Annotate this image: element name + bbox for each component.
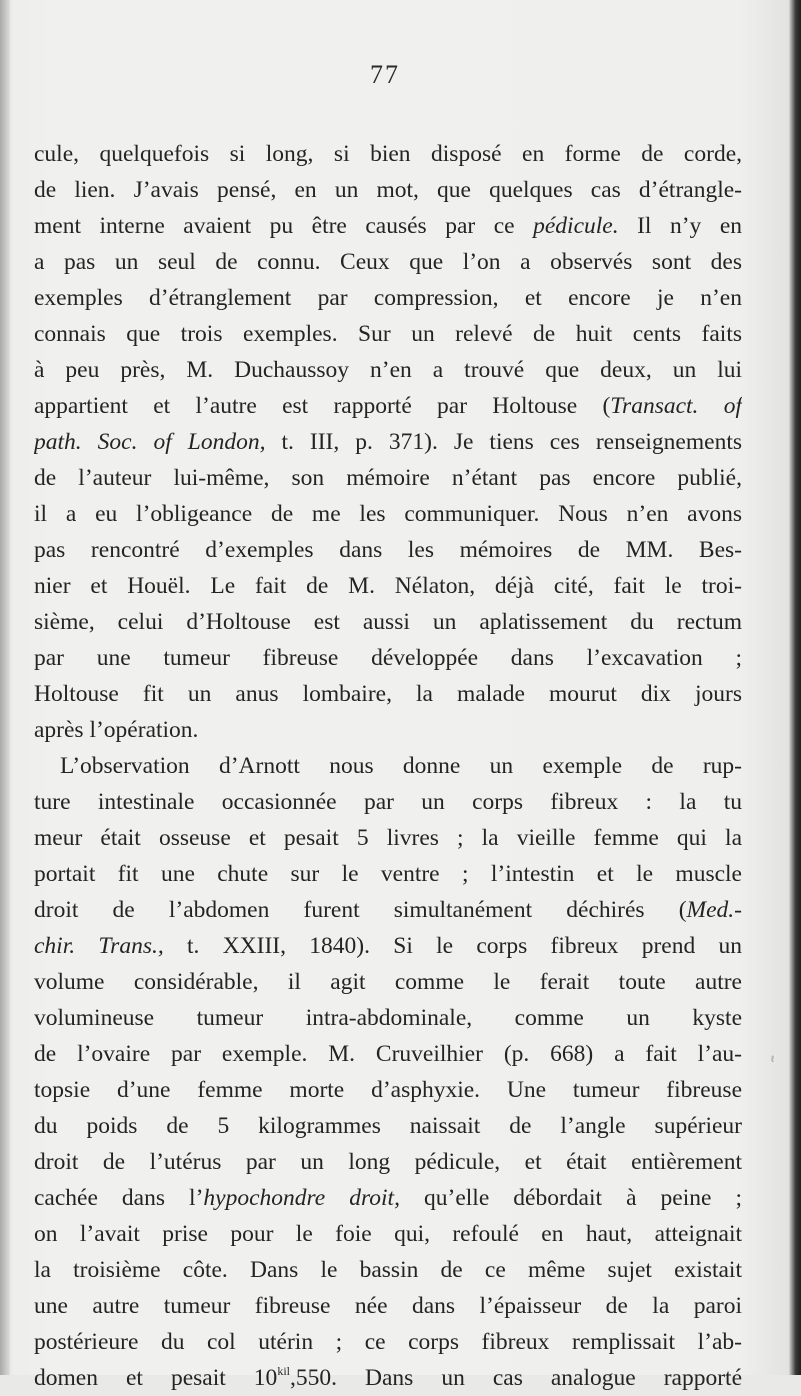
text-segment: sième, celui d’Holtouse est aussi un aplatissement du rectum bbox=[34, 609, 742, 635]
body-text bbox=[34, 136, 742, 1396]
text-segment: de l’ovaire par exemple. M. Cruveilhier (p. 668) a fait l’au- bbox=[34, 1041, 742, 1067]
text-segment: on l’avait prise pour le foie qui, refoulé en haut, atteignait bbox=[34, 1221, 742, 1247]
text-line bbox=[34, 928, 742, 964]
text-segment: appartient et l’autre est rapporté par Holtouse ( bbox=[34, 393, 611, 419]
text-line bbox=[34, 280, 742, 316]
text-segment: volumineuse tumeur intra-abdominale, comme un kyste bbox=[34, 1005, 742, 1031]
page-edge-shadow bbox=[789, 0, 801, 1375]
text-segment: à peu près, M. Duchaussoy n’en a trouvé que deux, un lui bbox=[34, 357, 742, 383]
text-line bbox=[34, 1072, 742, 1108]
text-segment: cule, quelquefois si long, si bien disposé en forme de corde, bbox=[34, 141, 742, 167]
text-segment: connais que trois exemples. Sur un relevé de huit cents faits bbox=[34, 321, 742, 347]
text-segment: de l’auteur lui-même, son mémoire n’étant pas encore publié, bbox=[34, 465, 742, 491]
text-segment: Il n’y en bbox=[618, 213, 742, 239]
text-line bbox=[34, 892, 742, 928]
text-segment: nier et Houël. Le fait de M. Nélaton, déjà cité, fait le troi- bbox=[34, 573, 742, 599]
text-segment: ,550. Dans un cas analogue rapporté bbox=[289, 1365, 742, 1391]
text-segment: t. XXIII, 1840). Si le corps fibreux prend un bbox=[163, 933, 742, 959]
text-line bbox=[34, 1288, 742, 1324]
text-segment: cachée dans l’ bbox=[34, 1185, 204, 1211]
text-line bbox=[34, 352, 742, 388]
text-line bbox=[34, 1252, 742, 1288]
text-line bbox=[34, 532, 742, 568]
text-line bbox=[34, 1108, 742, 1144]
text-segment: la troisième côte. Dans le bassin de ce même sujet existait bbox=[34, 1257, 742, 1283]
text-line bbox=[34, 496, 742, 532]
text-line bbox=[34, 1324, 742, 1360]
text-segment: droit de l’utérus par un long pédicule, et était entièrement bbox=[34, 1149, 742, 1175]
text-line bbox=[34, 136, 742, 172]
text-segment: qu’elle débordait à peine ; bbox=[399, 1185, 742, 1211]
text-line bbox=[34, 712, 742, 748]
italic-reference: Med.- bbox=[686, 897, 742, 923]
italic-reference: hypochondre droit, bbox=[203, 1185, 400, 1211]
text-segment: pas rencontré d’exemples dans les mémoires de MM. Bes- bbox=[34, 537, 742, 563]
unit-superscript: kil bbox=[277, 1364, 290, 1378]
text-segment: topsie d’une femme morte d’asphyxie. Une tumeur fibreuse bbox=[34, 1077, 742, 1103]
page-number: 77 bbox=[370, 60, 400, 89]
text-line bbox=[34, 208, 742, 244]
text-line bbox=[34, 1180, 742, 1216]
margin-mark: ℓ bbox=[771, 1054, 774, 1064]
text-line bbox=[34, 856, 742, 892]
text-line bbox=[34, 424, 742, 460]
italic-reference: Transact. of bbox=[610, 393, 742, 419]
italic-reference: chir. Trans., bbox=[34, 933, 164, 959]
text-segment: de lien. J’avais pensé, en un mot, que quelques cas d’étrangle- bbox=[34, 177, 742, 203]
text-line bbox=[34, 1216, 742, 1252]
text-line bbox=[34, 388, 742, 424]
italic-reference: pédicule. bbox=[533, 213, 619, 239]
page-binding-shadow bbox=[0, 0, 10, 1375]
text-segment: domen et pesait 10 bbox=[34, 1365, 278, 1391]
text-line bbox=[34, 784, 742, 820]
italic-reference: path. Soc. of London, bbox=[34, 429, 266, 455]
text-line bbox=[34, 1144, 742, 1180]
text-segment: volume considérable, il agit comme le ferait toute autre bbox=[34, 969, 742, 995]
text-line bbox=[34, 1036, 742, 1072]
text-segment: il a eu l’obligeance de me les communiquer. Nous n’en avons bbox=[34, 501, 742, 527]
text-segment: droit de l’abdomen furent simultanément déchirés ( bbox=[34, 897, 687, 923]
text-segment: a pas un seul de connu. Ceux que l’on a observés sont des bbox=[34, 249, 742, 275]
text-segment: du poids de 5 kilogrammes naissait de l’angle supérieur bbox=[34, 1113, 742, 1139]
text-line bbox=[34, 820, 742, 856]
text-segment: t. III, p. 371). Je tiens ces renseignements bbox=[265, 429, 742, 455]
text-line bbox=[34, 1000, 742, 1036]
text-line bbox=[34, 316, 742, 352]
text-segment: L’observation d’Arnott nous donne un exemple de rup- bbox=[60, 753, 742, 779]
text-segment: postérieure du col utérin ; ce corps fibreux remplissait l’ab- bbox=[34, 1329, 742, 1355]
text-segment: exemples d’étranglement par compression, et encore je n’en bbox=[34, 285, 742, 311]
text-line bbox=[34, 604, 742, 640]
text-line bbox=[34, 1360, 742, 1396]
text-segment: après l’opération. bbox=[34, 717, 199, 743]
text-line bbox=[34, 964, 742, 1000]
text-segment: une autre tumeur fibreuse née dans l’épaisseur de la paroi bbox=[34, 1293, 742, 1319]
text-segment: portait fit une chute sur le ventre ; l’intestin et le muscle bbox=[34, 861, 742, 887]
text-line bbox=[34, 640, 742, 676]
text-segment: ment interne avaient pu être causés par ce bbox=[34, 213, 534, 239]
text-line bbox=[34, 460, 742, 496]
text-line bbox=[34, 676, 742, 712]
text-line bbox=[34, 172, 742, 208]
text-segment: Holtouse fit un anus lombaire, la malade mourut dix jours bbox=[34, 681, 742, 707]
text-segment: par une tumeur fibreuse développée dans l’excavation ; bbox=[34, 645, 742, 671]
text-line bbox=[34, 244, 742, 280]
text-segment: ture intestinale occasionnée par un corps fibreux : la tu bbox=[34, 789, 742, 815]
text-line bbox=[34, 568, 742, 604]
text-line bbox=[34, 748, 742, 784]
text-segment: meur était osseuse et pesait 5 livres ; la vieille femme qui la bbox=[34, 825, 742, 851]
